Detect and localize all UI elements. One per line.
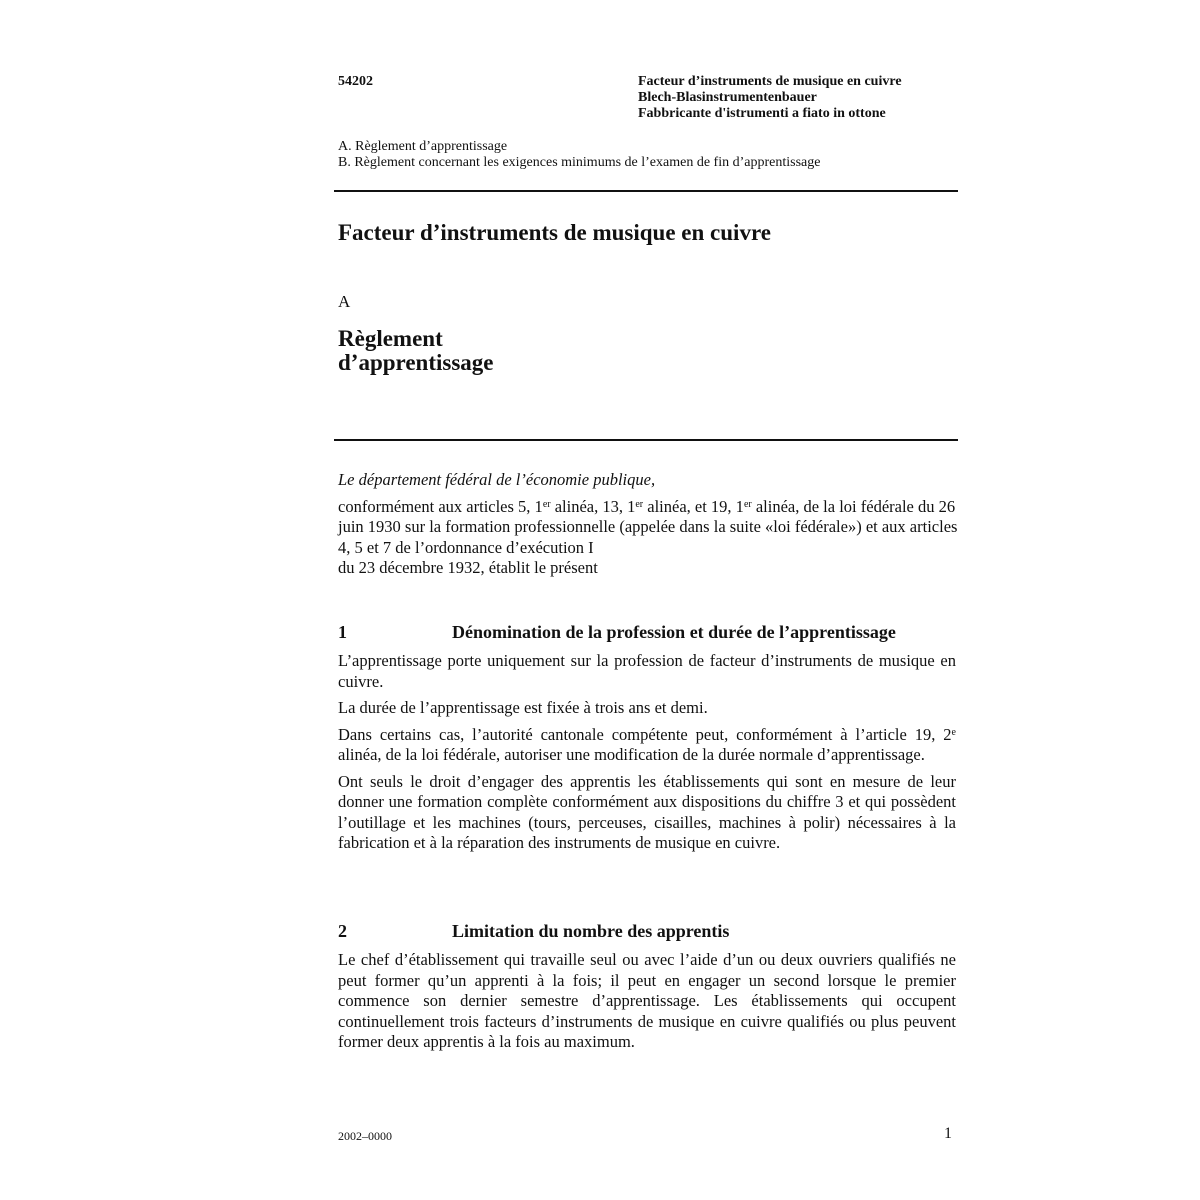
paragraph: Le chef d’établissement qui travaille seul ou avec l’aide d’un ou deux ouvriers qualifiés ne peut former qu’un apprenti à la fois; il peut en engager un second lorsque le premier commence son dernier semestre d’apprentissage. Les établissements qui occupent continuellement trois facteurs d’instruments de musique en cuivre qualifiés ou plus peuvent former deux apprentis à la fois au maximum. (338, 950, 956, 1051)
preamble (338, 470, 958, 579)
section-title-line2: d’apprentissage (338, 350, 494, 375)
section-number: 1 (338, 622, 347, 642)
section-heading-text: Limitation du nombre des apprentis (452, 921, 730, 941)
profession-name-de: Blech-Blasinstrumentenbauer (638, 90, 817, 105)
page-title: Facteur d’instruments de musique en cuivre (338, 220, 771, 245)
footer-document-number: 2002–0000 (338, 1129, 392, 1143)
preamble-text: conformément aux articles 5, 1er alinéa, 13, 1er alinéa, et 19, 1er alinéa, de la loi fédérale du 26 juin 1930 sur la formation professionnelle (appelée dans la suite «loi fédérale») et aux articles 4, 5 et 7 de l’ordonnance d’exécution I (338, 496, 958, 557)
section-title (338, 327, 494, 375)
department-line: Le département fédéral de l’économie publique, (338, 470, 656, 489)
toc-item-a: A. Règlement d’apprentissage (338, 139, 508, 154)
paragraph: La durée de l’apprentissage est fixée à trois ans et demi. (338, 698, 708, 717)
divider-top (334, 190, 958, 192)
profession-name-fr: Facteur d’instruments de musique en cuivre (638, 74, 902, 89)
page-number: 1 (944, 1125, 952, 1142)
section-2-body (338, 950, 956, 1059)
paragraph: Dans certains cas, l’autorité cantonale compétente peut, conformément à l’article 19, 2e alinéa, de la loi fédérale, autoriser une modification de la durée normale d’apprentissage. (338, 724, 956, 764)
section-letter: A (338, 292, 351, 311)
table-of-contents (338, 139, 820, 171)
profession-names (638, 74, 902, 122)
section-title-line1: Règlement (338, 326, 443, 351)
section-number: 2 (338, 921, 347, 941)
section-1-body (338, 651, 956, 860)
document-code: 54202 (338, 74, 373, 89)
paragraph: L’apprentissage porte uniquement sur la profession de facteur d’instruments de musique en cuivre. (338, 651, 956, 691)
section-heading-text: Dénomination de la profession et durée de l’apprentissage (452, 622, 896, 642)
paragraph: Ont seuls le droit d’engager des apprentis les établissements qui sont en mesure de leur donner une formation complète conformément aux dispositions du chiffre 3 et qui possèdent l’outillage et les machines (tours, perceuses, cisailles, machines à polir) nécessaires à la fabrication et à la réparation des instruments de musique en cuivre. (338, 771, 956, 852)
section-1-heading (338, 621, 958, 643)
section-2-heading (338, 920, 958, 942)
profession-name-it: Fabbricante d'istrumenti a fiato in ottone (638, 106, 886, 121)
preamble-closing: du 23 décembre 1932, établit le présent (338, 558, 598, 577)
divider-middle (334, 439, 958, 441)
toc-item-b: B. Règlement concernant les exigences minimums de l’examen de fin d’apprentissage (338, 155, 821, 170)
